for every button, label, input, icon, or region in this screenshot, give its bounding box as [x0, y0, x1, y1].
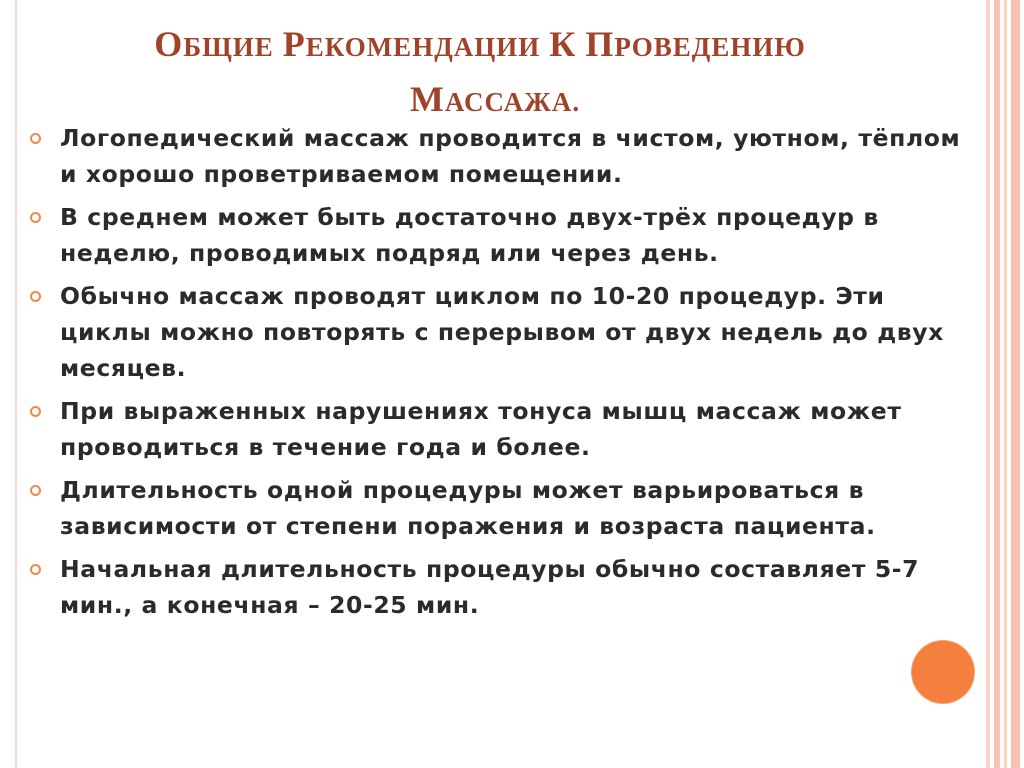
page-title: [40, 18, 920, 128]
title-line-2: МАССАЖА.: [409, 79, 581, 119]
bullet-circle-icon: [30, 485, 41, 496]
list-item: [30, 199, 970, 271]
decorative-stripes: [984, 0, 1024, 768]
decorative-circle: [912, 641, 974, 703]
list-item: [30, 551, 970, 623]
left-border-line: [15, 0, 17, 768]
bullet-circle-icon: [30, 564, 41, 575]
bullet-text: В среднем может быть достаточно двух-трёх процедур в неделю, проводимых подряд или через день.: [60, 203, 879, 267]
list-item: [30, 278, 970, 386]
bullet-circle-icon: [30, 291, 41, 302]
list-item: [30, 393, 970, 465]
list-item: [30, 472, 970, 544]
title-line-1: ОБЩИЕ РЕКОМЕНДАЦИИ К ПРОВЕДЕНИЮ: [154, 24, 806, 64]
bullet-circle-icon: [30, 133, 41, 144]
bullet-text: Логопедический массаж проводится в чистом, уютном, тёплом и хорошо проветриваемом помещении.: [60, 124, 961, 188]
bullet-circle-icon: [30, 406, 41, 417]
bullet-circle-icon: [30, 212, 41, 223]
bullet-text: Обычно массаж проводят циклом по 10-20 процедур. Эти циклы можно повторять с перерывом от двух недель до двух месяцев.: [60, 282, 944, 382]
bullet-text: При выраженных нарушениях тонуса мышц массаж может проводиться в течение года и более.: [60, 397, 902, 461]
bullet-text: Длительность одной процедуры может варьироваться в зависимости от степени поражения и возраста пациента.: [60, 476, 876, 540]
bullet-list: [30, 120, 970, 630]
list-item: [30, 120, 970, 192]
bullet-text: Начальная длительность процедуры обычно составляет 5-7 мин., а конечная – 20-25 мин.: [60, 555, 920, 619]
